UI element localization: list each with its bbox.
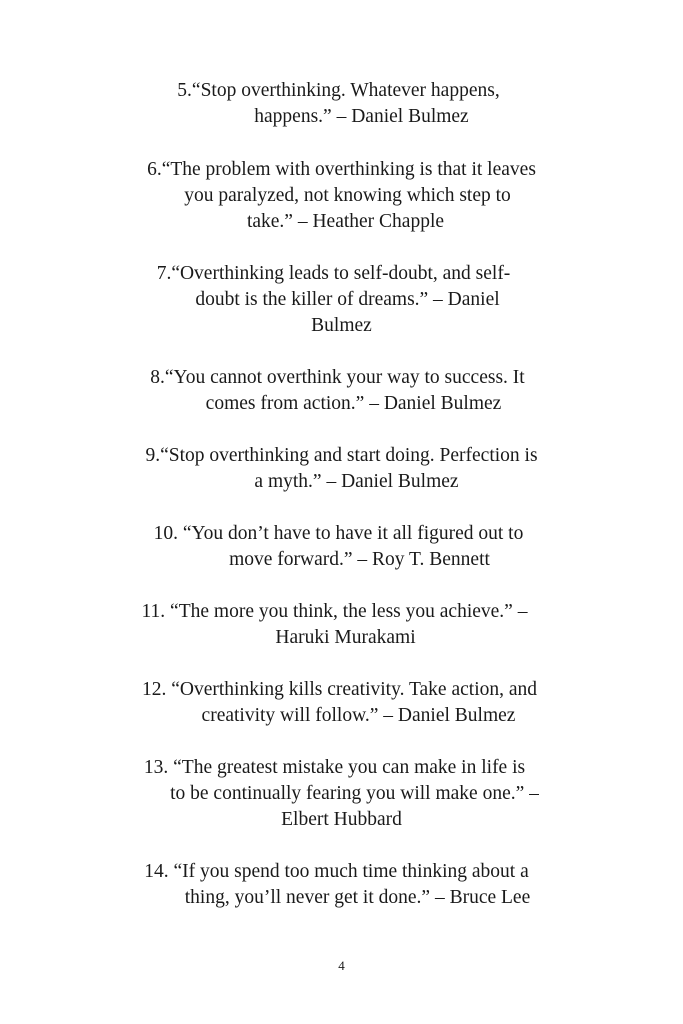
quote-item xyxy=(0,157,683,235)
quote-line: Haruki Murakami xyxy=(275,627,416,648)
quote-line: 12. “Overthinking kills creativity. Take action, and xyxy=(141,679,538,700)
quote-line: Elbert Hubbard xyxy=(281,809,402,830)
quote-item xyxy=(0,78,683,130)
quote-item xyxy=(0,755,683,833)
quote-line: doubt is the killer of dreams.” – Daniel xyxy=(195,289,500,310)
quote-item xyxy=(0,443,683,495)
quote-item xyxy=(0,677,683,729)
quote-line: move forward.” – Roy T. Bennett xyxy=(229,549,490,570)
quote-list xyxy=(0,78,683,937)
quote-line: 8.“You cannot overthink your way to success. It xyxy=(150,367,525,388)
quote-line: to be continually fearing you will make one.” – xyxy=(170,783,539,804)
quote-line: Bulmez xyxy=(311,315,372,336)
quote-line: 14. “If you spend too much time thinking about a xyxy=(144,861,529,882)
quote-item xyxy=(0,365,683,417)
quote-item xyxy=(0,261,683,339)
page-number: 4 xyxy=(338,958,345,973)
quote-line: 5.“Stop overthinking. Whatever happens, xyxy=(177,80,500,101)
quote-line: 13. “The greatest mistake you can make in life is xyxy=(143,757,526,778)
quote-line: 7.“Overthinking leads to self-doubt, and self- xyxy=(156,263,511,284)
quote-line: happens.” – Daniel Bulmez xyxy=(254,106,469,127)
quote-item xyxy=(0,859,683,911)
quote-line: take.” – Heather Chapple xyxy=(246,211,445,232)
quote-line: 11. “The more you think, the less you achieve.” – xyxy=(141,601,528,622)
quote-line: a myth.” – Daniel Bulmez xyxy=(254,471,459,492)
quote-line: 10. “You don’t have to have it all figured out to xyxy=(153,523,524,544)
quote-line: 9.“Stop overthinking and start doing. Perfection is xyxy=(145,445,538,466)
quote-item xyxy=(0,599,683,651)
quote-line: thing, you’ll never get it done.” – Bruce Lee xyxy=(184,887,531,908)
quote-line: creativity will follow.” – Daniel Bulmez xyxy=(201,705,516,726)
quote-line: you paralyzed, not knowing which step to xyxy=(184,185,511,206)
quote-line: comes from action.” – Daniel Bulmez xyxy=(205,393,502,414)
quote-item xyxy=(0,521,683,573)
quote-line: 6.“The problem with overthinking is that it leaves xyxy=(147,159,536,180)
